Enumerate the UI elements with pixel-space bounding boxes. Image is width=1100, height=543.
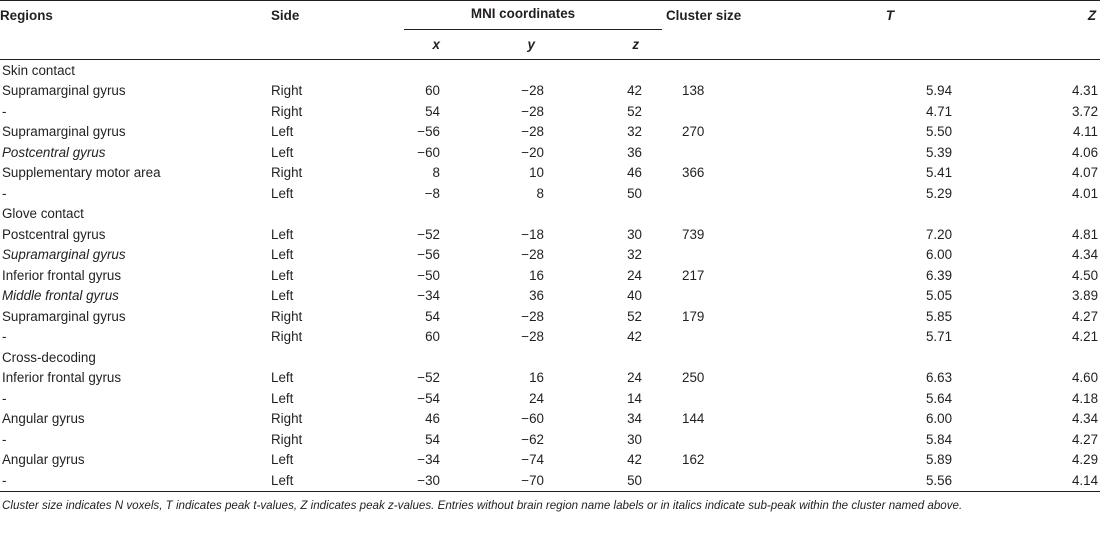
mni-underline [404, 29, 662, 30]
cell-y: −28 [521, 124, 544, 140]
header-z-score: Z [977, 1, 1100, 31]
table-row [0, 183, 1100, 204]
header-side: Side [270, 1, 382, 31]
cell-z: 42 [627, 329, 643, 345]
table-row [0, 450, 1100, 471]
cell-z: 14 [627, 390, 643, 406]
cell-t: 5.71 [925, 329, 953, 345]
cell-z-score: 4.27 [1071, 431, 1099, 447]
cell-z: 50 [627, 185, 643, 201]
cell-z: 24 [627, 267, 643, 283]
cell-region: Inferior frontal gyrus [2, 267, 122, 283]
header-z: z [632, 37, 640, 52]
header-blank-t [833, 30, 977, 60]
cell-cluster-size: 217 [682, 267, 705, 283]
cell-z: 24 [627, 370, 643, 386]
cell-region: Supramarginal gyrus [2, 83, 126, 99]
table-row [0, 409, 1100, 430]
cell-y: −70 [440, 470, 581, 491]
cell-z-score: 4.34 [1071, 247, 1099, 263]
cell-t: 6.63 [925, 370, 953, 386]
cell-x: −60 [417, 144, 440, 160]
cell-t: 5.94 [925, 83, 953, 99]
cell-x: −30 [382, 470, 440, 491]
cell-region: - [2, 329, 7, 345]
cell-x: 54 [425, 431, 440, 447]
cell-cluster-size [664, 429, 833, 450]
table-footnote: Cluster size indicates N voxels, T indicates peak t-values, Z indicates peak z-values. Entries without brain region name labels or in italics indicate sub-peak within the cluster named above. [2, 498, 963, 512]
cell-y: −74 [521, 452, 544, 468]
cell-x: −34 [417, 288, 440, 304]
cell-cluster-size: 179 [682, 308, 705, 324]
cell-side: Left [271, 124, 294, 140]
cell-side: Left [271, 288, 294, 304]
cell-y: −28 [521, 247, 544, 263]
cell-cluster-size [664, 470, 833, 491]
cell-side: Left [271, 144, 294, 160]
cell-y: 16 [529, 370, 544, 386]
cell-cluster-size [664, 327, 833, 348]
table-row [0, 470, 1100, 491]
cell-side: Left [271, 247, 294, 263]
header-mni-coordinates [382, 1, 664, 31]
cell-side: Left [271, 390, 294, 406]
header-regions: Regions [0, 1, 270, 31]
cell-y: 16 [529, 267, 544, 283]
cell-z-score: 4.06 [1071, 144, 1099, 160]
cell-side: Left [270, 470, 382, 491]
cell-x: −52 [417, 226, 440, 242]
cell-z-score: 4.29 [1071, 452, 1099, 468]
cell-region: Angular gyrus [2, 411, 85, 427]
cell-side: Right [271, 165, 303, 181]
table-row [0, 286, 1100, 307]
header-cluster-size: Cluster size [664, 1, 833, 31]
cell-z-score: 4.31 [1071, 83, 1099, 99]
cell-side: Right [271, 103, 303, 119]
cell-side: Left [271, 370, 294, 386]
table-row [0, 122, 1100, 143]
cell-z-score: 4.14 [977, 470, 1100, 491]
cell-z-score: 4.50 [1071, 267, 1099, 283]
cell-x: 54 [425, 308, 440, 324]
cell-x: 8 [432, 165, 440, 181]
cell-region: - [0, 470, 270, 491]
cell-side: Right [271, 329, 303, 345]
cell-side: Right [271, 83, 303, 99]
table-row [0, 327, 1100, 348]
cell-y: −62 [521, 431, 544, 447]
cell-cluster-size: 366 [682, 165, 705, 181]
cell-z-score: 4.18 [1071, 390, 1099, 406]
cell-region: Postcentral gyrus [2, 144, 106, 160]
cell-x: 54 [425, 103, 440, 119]
cell-y: 24 [529, 390, 544, 406]
section-label: Glove contact [2, 206, 84, 222]
header-t: T [833, 1, 977, 31]
cell-side: Right [271, 411, 303, 427]
cell-region: Postcentral gyrus [2, 226, 106, 242]
cell-cluster-size: 739 [682, 226, 705, 242]
cell-z-score: 4.27 [1071, 308, 1099, 324]
cell-cluster-size: 162 [682, 452, 705, 468]
section-row [0, 347, 1100, 368]
header-blank-z [977, 30, 1100, 60]
cell-y: −28 [521, 308, 544, 324]
cell-z-score: 4.60 [1071, 370, 1099, 386]
cell-z: 30 [627, 431, 643, 447]
cell-t: 5.41 [925, 165, 953, 181]
cell-z-score: 4.11 [1072, 124, 1099, 140]
table-row [0, 368, 1100, 389]
header-blank-cluster [664, 30, 833, 60]
cell-z: 32 [627, 124, 643, 140]
table-row [0, 101, 1100, 122]
section-label: Cross-decoding [2, 349, 96, 365]
cell-t: 7.20 [925, 226, 953, 242]
cell-region: Supramarginal gyrus [2, 247, 126, 263]
cell-cluster-size: 138 [682, 83, 705, 99]
cell-side: Right [271, 431, 303, 447]
cell-region: Inferior frontal gyrus [2, 370, 122, 386]
table-row [0, 265, 1100, 286]
cell-z-score: 3.72 [1071, 103, 1099, 119]
cell-cluster-size [664, 388, 833, 409]
cell-t: 5.84 [925, 431, 953, 447]
cell-z: 52 [627, 103, 643, 119]
table-row [0, 142, 1100, 163]
cell-cluster-size [664, 286, 833, 307]
cell-t: 5.39 [925, 144, 953, 160]
section-row [0, 60, 1100, 81]
cell-x: 60 [425, 83, 440, 99]
cell-x: −56 [417, 124, 440, 140]
cell-x: −56 [417, 247, 440, 263]
table-row [0, 388, 1100, 409]
cell-t: 5.05 [925, 288, 953, 304]
cell-y: −28 [521, 103, 544, 119]
cell-t: 6.00 [925, 411, 953, 427]
cell-cluster-size: 144 [682, 411, 705, 427]
cell-region: Angular gyrus [2, 452, 85, 468]
cell-x: −52 [417, 370, 440, 386]
cell-region: - [2, 185, 7, 201]
cell-z-score: 3.89 [1071, 288, 1099, 304]
header-blank-regions [0, 30, 270, 60]
cell-t: 5.64 [925, 390, 953, 406]
cell-z: 34 [627, 411, 643, 427]
table-row [0, 245, 1100, 266]
cell-z: 36 [627, 144, 643, 160]
table-row [0, 429, 1100, 450]
cell-side: Left [271, 226, 294, 242]
section-row [0, 204, 1100, 225]
cell-y: −28 [521, 329, 544, 345]
cell-t: 5.50 [925, 124, 953, 140]
cell-x: 46 [425, 411, 440, 427]
cell-region: Supramarginal gyrus [2, 308, 126, 324]
cell-y: 36 [529, 288, 544, 304]
cell-z: 32 [627, 247, 643, 263]
cell-cluster-size [664, 183, 833, 204]
cell-t: 4.71 [925, 103, 953, 119]
cell-z-score: 4.81 [1071, 226, 1099, 242]
cell-cluster-size [664, 101, 833, 122]
cell-z: 30 [627, 226, 643, 242]
cell-cluster-size: 270 [682, 124, 705, 140]
cell-region: Supramarginal gyrus [2, 124, 126, 140]
cell-y: −28 [521, 83, 544, 99]
table-row [0, 163, 1100, 184]
table-body [0, 60, 1100, 492]
cell-side: Left [271, 267, 294, 283]
table-header [0, 1, 1100, 60]
cell-t: 5.85 [925, 308, 953, 324]
cell-y: −20 [521, 144, 544, 160]
cell-region: Supplementary motor area [2, 165, 161, 181]
cell-z: 42 [627, 83, 643, 99]
cell-t: 5.29 [925, 185, 953, 201]
cell-region: Middle frontal gyrus [2, 288, 119, 304]
cell-z: 52 [627, 308, 643, 324]
cell-z: 50 [581, 470, 664, 491]
cell-z-score: 4.21 [1071, 329, 1099, 345]
cell-z: 46 [627, 165, 643, 181]
cell-z: 42 [627, 452, 643, 468]
cell-z-score: 4.07 [1071, 165, 1099, 181]
cell-t: 5.56 [833, 470, 977, 491]
cell-z: 40 [627, 288, 643, 304]
cell-region: - [2, 431, 7, 447]
header-x: x [432, 37, 440, 52]
cell-x: −8 [424, 185, 440, 201]
cell-region: - [2, 103, 7, 119]
cell-x: 60 [425, 329, 440, 345]
cell-t: 6.00 [925, 247, 953, 263]
cell-t: 6.39 [925, 267, 953, 283]
cell-side: Left [271, 452, 294, 468]
cell-t: 5.89 [925, 452, 953, 468]
cell-z-score: 4.01 [1071, 185, 1099, 201]
header-blank-side [270, 30, 382, 60]
cell-y: −60 [521, 411, 544, 427]
header-y: y [527, 37, 535, 52]
header-mni-label: MNI coordinates [470, 5, 576, 21]
cell-z-score: 4.34 [1071, 411, 1099, 427]
section-label: Skin contact [2, 62, 75, 78]
cell-cluster-size: 250 [682, 370, 705, 386]
table-row [0, 224, 1100, 245]
cell-y: 10 [529, 165, 544, 181]
cell-x: −50 [417, 267, 440, 283]
cell-x: −54 [417, 390, 440, 406]
table-row [0, 306, 1100, 327]
cell-cluster-size [664, 142, 833, 163]
cell-side: Right [271, 308, 303, 324]
cell-x: −34 [417, 452, 440, 468]
cell-side: Left [271, 185, 294, 201]
cell-y: 8 [536, 185, 544, 201]
table-row [0, 81, 1100, 102]
cell-region: - [2, 390, 7, 406]
cell-cluster-size [664, 245, 833, 266]
cell-y: −18 [521, 226, 544, 242]
